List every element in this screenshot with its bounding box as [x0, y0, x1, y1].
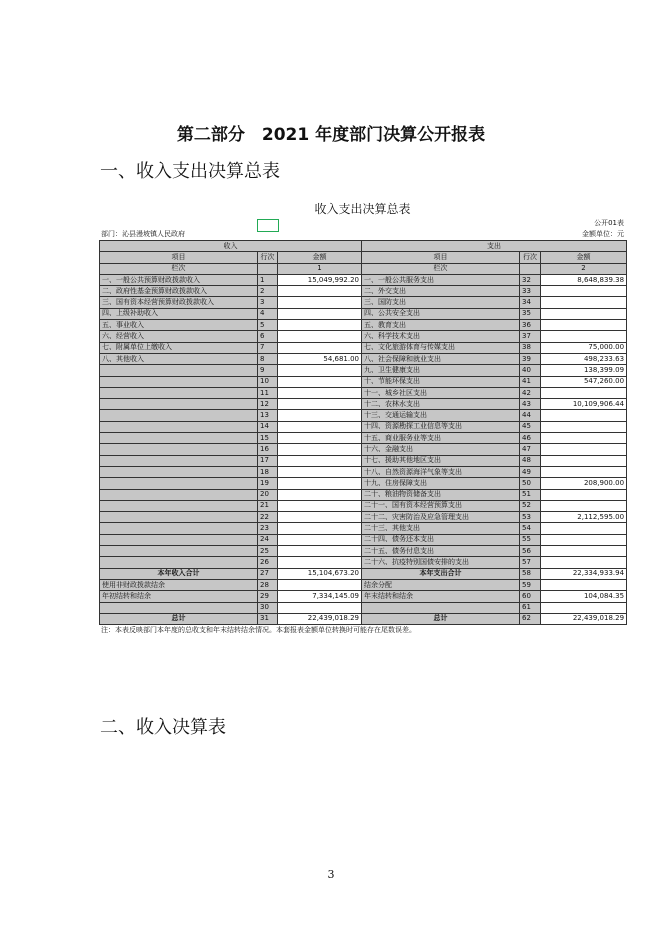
expense-header: 支出 [362, 241, 627, 252]
cell-right-line: 52 [520, 500, 541, 511]
row29-right-item: 年末结转和结余 [362, 591, 520, 602]
col-line-income: 行次 [258, 252, 278, 263]
table-row [100, 489, 627, 500]
cell-right-line: 51 [520, 489, 541, 500]
cell-right-amount: 138,399.09 [541, 365, 627, 376]
cell-left-line: 18 [258, 466, 278, 477]
row29-left-item: 年初结转和结余 [100, 591, 258, 602]
col-item-expense: 项目 [362, 252, 520, 263]
cell-right-item: 六、科学技术支出 [362, 331, 520, 342]
cell-right-amount [541, 557, 627, 568]
cell-left-item [100, 410, 258, 421]
row30-right-amount [541, 602, 627, 613]
cell-right-amount [541, 546, 627, 557]
cell-left-item [100, 546, 258, 557]
row28-left-amount [278, 579, 362, 590]
table-row [100, 286, 627, 297]
cell-left-amount [278, 421, 362, 432]
cell-right-item: 一、一般公共服务支出 [362, 274, 520, 285]
cell-right-item: 二十二、灾害防治及应急管理支出 [362, 512, 520, 523]
cell-right-amount [541, 433, 627, 444]
table-row [100, 534, 627, 545]
cell-left-item [100, 523, 258, 534]
cell-right-amount [541, 286, 627, 297]
cell-left-line: 22 [258, 512, 278, 523]
row28-right-amount [541, 579, 627, 590]
cell-left-line: 20 [258, 489, 278, 500]
cell-right-item: 二十一、国有资本经营预算支出 [362, 500, 520, 511]
cell-left-line: 13 [258, 410, 278, 421]
col-line-expense: 行次 [520, 252, 541, 263]
table-row [100, 410, 627, 421]
table-row [100, 376, 627, 387]
cell-left-amount [278, 342, 362, 353]
report-title: 第二部分 2021 年度部门决算公开报表 [176, 125, 486, 145]
cell-left-amount [278, 331, 362, 342]
cell-right-line: 56 [520, 546, 541, 557]
cell-left-line: 16 [258, 444, 278, 455]
cell-right-amount [541, 297, 627, 308]
table-row-total [100, 568, 627, 579]
cell-left-item: 七、附属单位上缴收入 [100, 342, 258, 353]
cell-left-line: 12 [258, 399, 278, 410]
cell-left-item [100, 399, 258, 410]
cell-right-amount [541, 421, 627, 432]
cell-right-item: 十九、住房保障支出 [362, 478, 520, 489]
cell-right-item: 二十三、其他支出 [362, 523, 520, 534]
cell-left-item: 五、事业收入 [100, 320, 258, 331]
table-row [100, 308, 627, 319]
cell-left-line: 6 [258, 331, 278, 342]
cell-left-amount [278, 297, 362, 308]
table-row [100, 297, 627, 308]
cell-left-amount [278, 466, 362, 477]
row28-right-line: 59 [520, 579, 541, 590]
cell-left-item: 三、国有资本经营预算财政拨款收入 [100, 297, 258, 308]
cell-left-amount [278, 387, 362, 398]
cell-right-line: 40 [520, 365, 541, 376]
cell-left-amount [278, 410, 362, 421]
page-number: 3 [327, 868, 335, 881]
cell-left-line: 3 [258, 297, 278, 308]
col-item-income: 项目 [100, 252, 258, 263]
cell-left-amount [278, 557, 362, 568]
cell-left-line: 25 [258, 546, 278, 557]
cell-left-item [100, 376, 258, 387]
row29-left-amount: 7,334,145.09 [278, 591, 362, 602]
cell-left-item [100, 365, 258, 376]
cell-left-amount [278, 308, 362, 319]
row29-right-line: 60 [520, 591, 541, 602]
row30-left-line: 30 [258, 602, 278, 613]
cell-right-item: 十五、商业服务业等支出 [362, 433, 520, 444]
cell-left-amount [278, 455, 362, 466]
cell-left-item: 一、一般公共预算财政拨款收入 [100, 274, 258, 285]
cell-left-amount [278, 365, 362, 376]
selected-cell-indicator[interactable] [257, 219, 279, 232]
table-row-grand-total [100, 613, 627, 624]
cell-left-item [100, 421, 258, 432]
table-row [100, 455, 627, 466]
cell-right-line: 39 [520, 353, 541, 364]
cell-left-amount [278, 534, 362, 545]
cell-left-amount: 15,049,992.20 [278, 274, 362, 285]
cell-left-item: 二、政府性基金预算财政拨款收入 [100, 286, 258, 297]
table-row [100, 274, 627, 285]
cell-left-line: 1 [258, 274, 278, 285]
cell-right-line: 38 [520, 342, 541, 353]
cell-right-item: 二、外交支出 [362, 286, 520, 297]
cell-right-line: 54 [520, 523, 541, 534]
cell-right-item: 二十四、债务还本支出 [362, 534, 520, 545]
table-row [100, 557, 627, 568]
cell-right-amount [541, 534, 627, 545]
row29-left-line: 29 [258, 591, 278, 602]
row28-right-item: 结余分配 [362, 579, 520, 590]
cell-left-item [100, 444, 258, 455]
cell-right-line: 49 [520, 466, 541, 477]
table-row [100, 591, 627, 602]
cell-left-line: 23 [258, 523, 278, 534]
cell-right-item: 二十、粮油物资储备支出 [362, 489, 520, 500]
cell-right-amount: 8,648,839.38 [541, 274, 627, 285]
cell-right-line: 37 [520, 331, 541, 342]
cell-left-line: 15 [258, 433, 278, 444]
summary-table [99, 240, 627, 625]
row28-left-line: 28 [258, 579, 278, 590]
cell-right-amount [541, 500, 627, 511]
table-row [100, 421, 627, 432]
table-row [100, 387, 627, 398]
cell-right-line: 53 [520, 512, 541, 523]
cell-left-amount [278, 320, 362, 331]
total-expense-amount: 22,334,933.94 [541, 568, 627, 579]
cell-right-amount [541, 308, 627, 319]
row30-right-line: 61 [520, 602, 541, 613]
cell-right-amount: 208,900.00 [541, 478, 627, 489]
section-heading-2: 二、收入决算表 [100, 717, 226, 738]
cell-right-item: 十三、交通运输支出 [362, 410, 520, 421]
cell-right-amount [541, 387, 627, 398]
cell-right-item: 十二、农林水支出 [362, 399, 520, 410]
table-row [100, 523, 627, 534]
cell-left-amount [278, 376, 362, 387]
table-row [100, 320, 627, 331]
table-note: 注：本表反映部门本年度的总收支和年末结转结余情况。本套报表金额单位转换时可能存在尾数误差。 [101, 626, 416, 635]
table-row [100, 342, 627, 353]
cell-right-line: 42 [520, 387, 541, 398]
cell-right-amount [541, 444, 627, 455]
total-income-label: 本年收入合计 [100, 568, 258, 579]
row30-left-amount [278, 602, 362, 613]
grand-total-left-label: 总计 [100, 613, 258, 624]
summary-sheet [99, 200, 626, 635]
cell-left-item [100, 387, 258, 398]
cell-left-item [100, 512, 258, 523]
cell-right-item: 四、公共安全支出 [362, 308, 520, 319]
table-row [100, 444, 627, 455]
cell-left-amount [278, 512, 362, 523]
table-row [100, 500, 627, 511]
cell-left-item [100, 534, 258, 545]
cell-right-item: 十一、城乡社区支出 [362, 387, 520, 398]
table-row [100, 399, 627, 410]
row30-left-item [100, 602, 258, 613]
cell-left-line: 19 [258, 478, 278, 489]
cell-right-item: 十八、自然资源海洋气象等支出 [362, 466, 520, 477]
cell-right-amount [541, 455, 627, 466]
cell-right-item: 八、社会保障和就业支出 [362, 353, 520, 364]
cell-right-line: 34 [520, 297, 541, 308]
cell-left-line: 14 [258, 421, 278, 432]
cell-right-amount [541, 410, 627, 421]
grand-total-left-line: 31 [258, 613, 278, 624]
table-row [100, 331, 627, 342]
cell-right-line: 32 [520, 274, 541, 285]
col-index-label-expense: 栏次 [362, 263, 520, 274]
cell-left-line: 4 [258, 308, 278, 319]
grand-total-right-label: 总计 [362, 613, 520, 624]
cell-left-line: 26 [258, 557, 278, 568]
row29-right-amount: 104,084.35 [541, 591, 627, 602]
cell-left-amount [278, 489, 362, 500]
cell-right-amount: 75,000.00 [541, 342, 627, 353]
cell-right-amount: 10,109,906.44 [541, 399, 627, 410]
col-index-label-income: 栏次 [100, 263, 258, 274]
cell-right-item: 十七、援助其他地区支出 [362, 455, 520, 466]
cell-left-amount [278, 478, 362, 489]
cell-right-amount [541, 331, 627, 342]
cell-right-line: 43 [520, 399, 541, 410]
table-row [100, 602, 627, 613]
cell-left-item: 六、经营收入 [100, 331, 258, 342]
cell-right-amount: 2,112,595.00 [541, 512, 627, 523]
table-row [100, 433, 627, 444]
cell-right-item: 三、国防支出 [362, 297, 520, 308]
total-expense-line: 58 [520, 568, 541, 579]
sheet-title: 收入支出决算总表 [314, 202, 411, 216]
cell-right-line: 41 [520, 376, 541, 387]
amount-unit: 金额单位：元 [582, 230, 624, 238]
row30-right-item [362, 602, 520, 613]
table-row [100, 478, 627, 489]
cell-left-amount [278, 500, 362, 511]
cell-right-line: 50 [520, 478, 541, 489]
cell-right-item: 七、文化旅游体育与传媒支出 [362, 342, 520, 353]
cell-left-item [100, 500, 258, 511]
cell-left-line: 7 [258, 342, 278, 353]
cell-right-line: 35 [520, 308, 541, 319]
col-amount-income: 金额 [278, 252, 362, 263]
cell-right-line: 55 [520, 534, 541, 545]
cell-right-line: 48 [520, 455, 541, 466]
cell-left-amount [278, 546, 362, 557]
cell-left-line: 24 [258, 534, 278, 545]
col-amount-expense: 金额 [541, 252, 627, 263]
table-row [100, 365, 627, 376]
cell-right-line: 33 [520, 286, 541, 297]
cell-right-item: 二十六、抗疫特别国债安排的支出 [362, 557, 520, 568]
cell-left-amount [278, 523, 362, 534]
unit-label: 部门：沁县漫坡镇人民政府 [101, 230, 185, 238]
row28-left-item: 使用非财政拨款结余 [100, 579, 258, 590]
cell-left-item: 四、上级补助收入 [100, 308, 258, 319]
cell-right-item: 十四、资源勘探工业信息等支出 [362, 421, 520, 432]
cell-left-item [100, 489, 258, 500]
cell-left-item [100, 433, 258, 444]
cell-right-item: 十六、金融支出 [362, 444, 520, 455]
table-row [100, 579, 627, 590]
col-index-income: 1 [278, 263, 362, 274]
grand-total-left-amount: 22,439,018.29 [278, 613, 362, 624]
section-heading-1: 一、收入支出决算总表 [100, 161, 280, 182]
table-row [100, 466, 627, 477]
cell-left-line: 9 [258, 365, 278, 376]
cell-right-line: 47 [520, 444, 541, 455]
form-code: 公开01表 [594, 219, 624, 227]
cell-left-item [100, 455, 258, 466]
cell-right-line: 45 [520, 421, 541, 432]
cell-right-item: 十、节能环保支出 [362, 376, 520, 387]
cell-right-amount: 547,260.00 [541, 376, 627, 387]
cell-right-amount [541, 320, 627, 331]
income-header: 收入 [100, 241, 362, 252]
cell-left-amount [278, 444, 362, 455]
cell-right-amount [541, 523, 627, 534]
total-income-amount: 15,104,673.20 [278, 568, 362, 579]
cell-left-amount [278, 433, 362, 444]
cell-right-item: 五、教育支出 [362, 320, 520, 331]
cell-right-amount [541, 489, 627, 500]
cell-left-line: 17 [258, 455, 278, 466]
cell-left-line: 11 [258, 387, 278, 398]
col-index-expense: 2 [541, 263, 627, 274]
cell-left-line: 5 [258, 320, 278, 331]
total-expense-label: 本年支出合计 [362, 568, 520, 579]
cell-right-item: 二十五、债务付息支出 [362, 546, 520, 557]
cell-right-amount: 498,233.63 [541, 353, 627, 364]
cell-left-amount [278, 286, 362, 297]
cell-left-item: 八、其他收入 [100, 353, 258, 364]
cell-left-item [100, 557, 258, 568]
table-row [100, 512, 627, 523]
total-income-line: 27 [258, 568, 278, 579]
cell-right-line: 46 [520, 433, 541, 444]
col-index-blank-expense [520, 263, 541, 274]
grand-total-right-line: 62 [520, 613, 541, 624]
cell-right-line: 36 [520, 320, 541, 331]
cell-left-line: 2 [258, 286, 278, 297]
cell-right-amount [541, 466, 627, 477]
col-index-blank-income [258, 263, 278, 274]
meta-row [99, 229, 626, 240]
cell-right-line: 57 [520, 557, 541, 568]
table-row [100, 546, 627, 557]
table-row [100, 353, 627, 364]
cell-left-line: 8 [258, 353, 278, 364]
cell-left-line: 21 [258, 500, 278, 511]
grand-total-right-amount: 22,439,018.29 [541, 613, 627, 624]
cell-left-line: 10 [258, 376, 278, 387]
cell-left-amount: 54,681.00 [278, 353, 362, 364]
cell-right-item: 九、卫生健康支出 [362, 365, 520, 376]
cell-left-item [100, 478, 258, 489]
cell-left-item [100, 466, 258, 477]
cell-right-line: 44 [520, 410, 541, 421]
cell-left-amount [278, 399, 362, 410]
